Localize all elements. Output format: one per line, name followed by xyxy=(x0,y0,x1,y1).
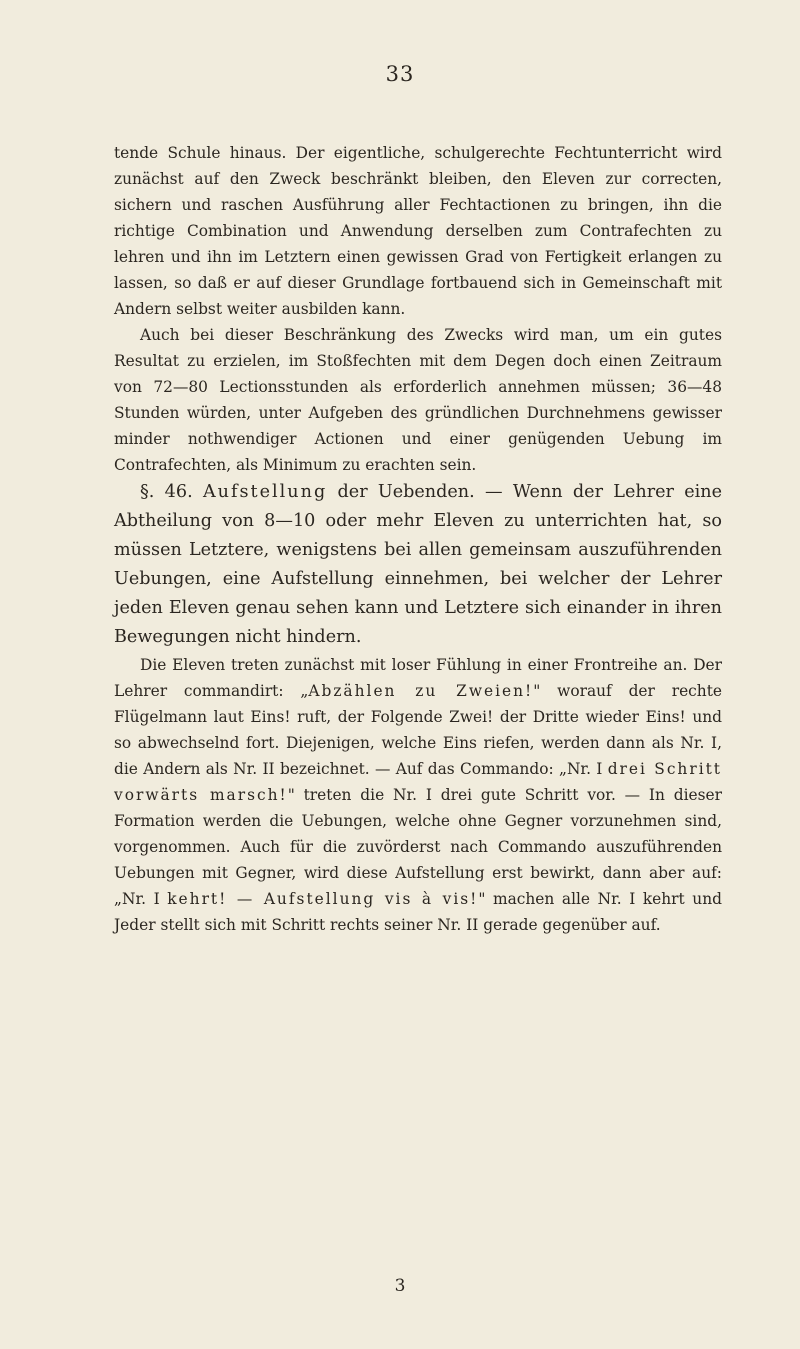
command-count-off: Abzählen zu Zweien! xyxy=(308,682,534,700)
formation-text-a: Die Eleven treten zunächst mit loser Fühlung in einer Frontreihe an. Der Lehrer commandirt: „ xyxy=(114,656,722,700)
paragraph-training-duration: Auch bei dieser Beschränkung des Zwecks wird man, um ein gutes Resultat zu erzielen, im Stoßfechten mit dem Degen doch einen Zeitraum von 72—80 Lectionsstunden als erforderlich annehmen müssen; 36—48 Stunden würden, unter Aufgeben des gründlichen Durchnehmens gewisser minder nothwendiger Actionen und einer genügenden Uebung im Contrafechten, als Minimum zu erachten sein. xyxy=(114,326,722,474)
signature-mark: 3 xyxy=(394,1276,406,1296)
paragraph-formation xyxy=(114,652,722,938)
command-face: kehrt! — Aufstellung vis à vis! xyxy=(167,890,479,908)
section-title: Aufstellung xyxy=(202,482,328,502)
section-text: der Uebenden. — Wenn der Lehrer eine Abtheilung von 8—10 oder mehr Eleven zu unterrichten hat, so müssen Letztere, wenigstens bei allen gemeinsam auszuführenden Uebungen, eine Aufstellung einnehmen, bei welcher der Lehrer jeden Eleven genau sehen kann und Letztere sich einander in ihren Bewegungen nicht hindern. xyxy=(114,482,723,647)
formation-text-d: " machen alle Nr. I kehrt und Jeder stellt sich mit Schritt rechts seiner Nr. II gerade gegenüber auf. xyxy=(114,890,722,934)
formation-text-c: " treten die Nr. I drei gute Schritt vor. — In dieser Formation werden die Uebungen, welche ohne Gegner vorzunehmen sind, vorgenommen. Auch für die zuvörderst nach Commando auszuführenden Uebungen mit Gegner, wird diese Aufstellung erst bewirkt, dann aber auf: „Nr. I xyxy=(114,786,722,908)
page-number: 33 xyxy=(385,62,415,86)
formation-text-b: " worauf der rechte Flügelmann laut Eins! ruft, der Folgende Zwei! der Dritte wieder Eins! und so abwechselnd fort. Diejenigen, welche Eins riefen, werden dann als Nr. I, die Andern als Nr. II bezeichnet. — Auf das Commando: „Nr. I xyxy=(114,682,723,778)
body-text xyxy=(114,140,722,938)
section-number: §. 46. xyxy=(140,482,193,502)
command-march: drei Schritt vorwärts marsch! xyxy=(114,760,722,804)
section-46-paragraph xyxy=(114,478,722,652)
paragraph-continuation: tende Schule hinaus. Der eigentliche, schulgerechte Fechtunterricht wird zunächst auf den Zweck beschränkt bleiben, den Eleven zur correcten, sichern und raschen Ausführung aller Fechtactionen zu bringen, ihn die richtige Combination und Anwendung derselben zum Contrafechten zu lehren und ihn im Letztern einen gewissen Grad von Fertigkeit erlangen zu lassen, so daß er auf dieser Grundlage fortbauend sich in Gemeinschaft mit Andern selbst weiter ausbilden kann. xyxy=(114,144,722,318)
